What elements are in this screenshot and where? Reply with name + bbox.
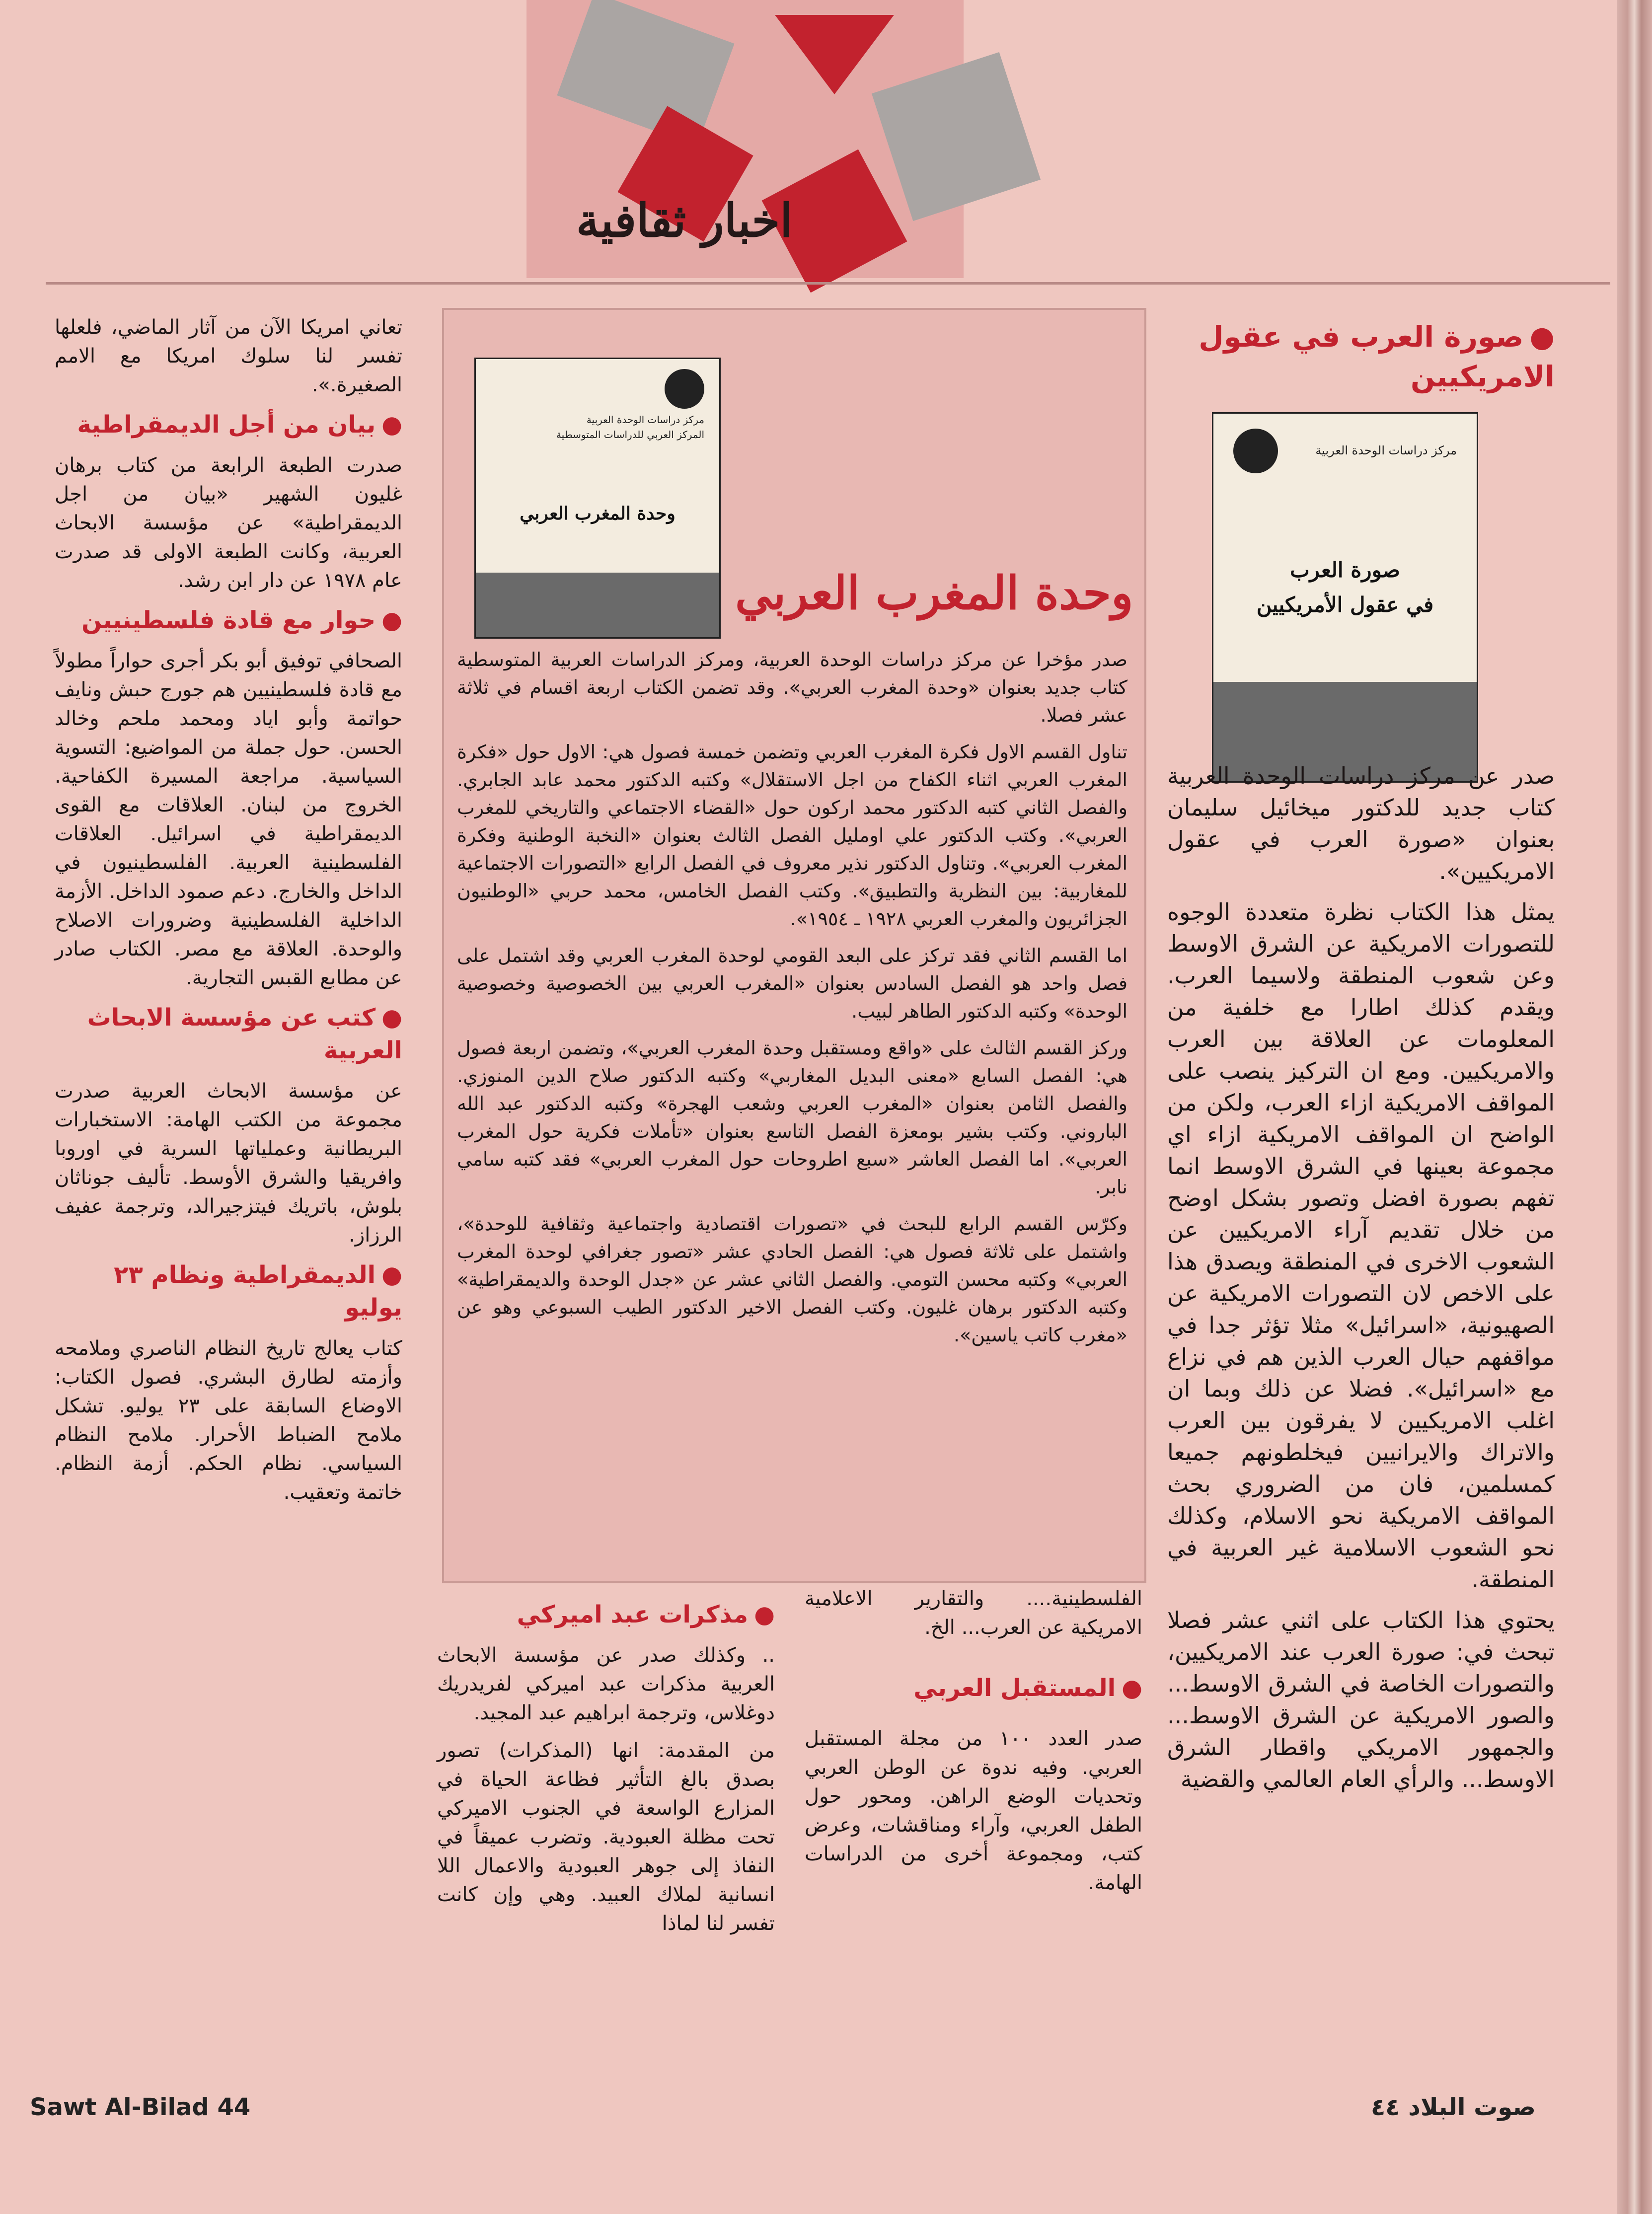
bullet-icon: ● — [381, 1004, 402, 1032]
section-heading — [55, 408, 402, 441]
heading-text: بيان من أجل الديمقراطية — [77, 411, 376, 439]
center-heading: وحدة المغرب العربي — [735, 566, 1133, 620]
bottom-center-column — [437, 1589, 775, 1947]
paragraph: من المقدمة: انها (المذكرات) تصور بصدق بالغ التأثير فظاعة الحياة في المزارع الواسعة في الجنوب الاميركي تحت مظلة العبودية. وتضرب عميقاً في النفاذ إلى جوهر العبودية والاعمال اللا انسانية لملاك العبيد. وهي وإن كانت تفسر لنا لماذا — [437, 1739, 775, 1935]
continuation-text: الفلسطينية.... والتقارير الاعلامية الامريكية عن العرب... الخ. — [805, 1587, 1142, 1639]
center-box-body — [457, 646, 1127, 1358]
publisher-logo-icon — [1233, 429, 1278, 473]
bullet-icon: ● — [381, 411, 402, 439]
header-rule — [46, 282, 1610, 285]
book-title-line1: صورة العرب — [1290, 558, 1400, 582]
bullet-icon: ● — [381, 606, 402, 634]
right-heading — [1167, 317, 1555, 396]
bullet-icon: ● — [1529, 320, 1555, 354]
page-edge — [1617, 0, 1652, 2214]
bullet-icon: ● — [1122, 1674, 1142, 1702]
right-heading-line1: صورة العرب في عقول — [1199, 320, 1524, 354]
bullet-icon: ● — [381, 1261, 402, 1289]
paragraph: كتاب يعالج تاريخ النظام الناصري وملامحه وأزمته لطارق البشري. فصول الكتاب: الاوضاع السابقة على ٢٣ يوليو. تشكل ملامح الضباط الأحرار. ملامح النظام السياسي. نظام الحكم. أزمة النظام. خاتمة وتعقيب. — [55, 1337, 403, 1504]
paragraph: يمثل هذا الكتاب نظرة متعددة الوجوه للتصورات الامريكية عن الشرق الاوسط وعن شعوب المنطقة ولاسيما العرب. ويقدم كذلك اطارا مع خلفية من المعلومات عن العلاقة بين العرب والامريكيين. ومع ان التركيز ينصب على المواقف الامريكية ازاء العرب، ولكن من الواضح ان المواقف الامريكية ازاء اي مجموعة بعينها في الشرق الاوسط انما تفهم بصورة افضل وتصور بشكل اوضح من خلال تقديم آراء الامريكيين عن الشعوب الاخرى في المنطقة ويصدق هذا على الاخص لان التصورات الامريكية عن الصهيونية، «اسرائيل» مثلا تؤثر جدا في مواقفهم حيال العرب الذين هم في نزاع مع «اسرائيل». فضلا عن ذلك وبما ان اغلب الامريكيين لا يفرقون بين العرب والاتراك والايرانيين فيخلطونهم جميعا كمسلمين، فان من الضروري بحث المواقف الامريكية نحو الاسلام، وكذلك نحو الشعوب الاسلامية غير العربية في المنطقة. — [1167, 898, 1555, 1593]
paragraph: عن مؤسسة الابحاث العربية صدرت مجموعة من الكتب الهامة: الاستخبارات البريطانية وعملياتها السرية في اوروبا وافريقيا والشرق الأوسط. تأليف جوناثان بلوش، باتريك فيتزجيرالد، وترجمة عفيف الرزاز. — [55, 1080, 402, 1247]
paragraph: صدر عن مركز دراسات الوحدة العربية كتاب جديد للدكتور ميخائيل سليمان بعنوان «صورة العرب في عقول الامريكيين». — [1167, 762, 1555, 885]
left-intro: تعاني امريكا الآن من آثار الماضي، فلعلها تفسر لنا سلوك امريكا مع الامم الصغيرة.». — [55, 316, 402, 396]
footer-right: صوت البلاد ٤٤ — [1371, 2093, 1536, 2121]
section-heading — [55, 604, 402, 637]
paragraph: اما القسم الثاني فقد تركز على البعد القومي لوحدة المغرب العربي وقد اشتمل على فصل واحد هو الفصل السادس بعنوان «المغرب العربي بين الخصوصية وخصوصية الوحدة» وكتبه الدكتور الطاهر لبيب. — [457, 945, 1127, 1022]
book-cover-arabs-image — [1212, 412, 1478, 783]
book-publisher-2: المركز العربي للدراسات المتوسطية — [556, 429, 704, 441]
right-column — [1167, 308, 1555, 406]
book-title: وحدة المغرب العربي — [520, 503, 676, 524]
left-column — [55, 313, 402, 1516]
section-heading — [805, 1672, 1142, 1704]
book-publisher: مركز دراسات الوحدة العربية — [1315, 443, 1457, 457]
section-heading — [437, 1598, 775, 1631]
red-triangle-top — [775, 15, 894, 94]
book-title-line2: في عقول الأمريكيين — [1256, 592, 1434, 617]
heading-text: كتب عن مؤسسة الابحاث العربية — [87, 1004, 402, 1064]
bottom-middle-column — [805, 1584, 1142, 1906]
right-column-body — [1167, 760, 1555, 1804]
heading-text: الديمقراطية ونظام ٢٣ يوليو — [114, 1261, 402, 1322]
section-title: اخبار ثقافية — [576, 194, 793, 247]
paragraph: صدر مؤخرا عن مركز دراسات الوحدة العربية، ومركز الدراسات العربية المتوسطية كتاب جديد بعنوان «وحدة المغرب العربي». وقد تضمن الكتاب اربعة اقسام في ثلاثة عشر فصلا. — [457, 649, 1127, 726]
publisher-logo-icon — [665, 369, 704, 409]
heading-text: حوار مع قادة فلسطينيين — [81, 606, 376, 634]
right-heading-line2: الامريكيين — [1410, 360, 1555, 393]
book-stripe — [476, 573, 719, 637]
section-heading — [55, 1258, 402, 1324]
paragraph: صدرت الطبعة الرابعة من كتاب برهان غليون الشهير «بيان من اجل الديمقراطية» عن مؤسسة الابحاث العربية، وكانت الطبعة الاولى قد صدرت عام ١٩٧٨ عن دار ابن رشد. — [55, 454, 402, 592]
paragraph: وركز القسم الثالث على «واقع ومستقبل وحدة المغرب العربي»، وتضمن اربعة فصول هي: الفصل السابع «معنى البديل المغاربي» وكتبه الدكتور صلاح الدين المنوزي. والفصل الثامن بعنوان «المغرب العربي وشعب الهجرة» وكتبه الدكتور عبد الله الباروني. وكتب بشير بومعزة الفصل التاسع بعنوان «تأملات فكرية حول المغرب العربي». اما الفصل العاشر «سبع اطروحات حول المغرب العربي» فقد كتبه سامي نابر. — [457, 1037, 1127, 1198]
section-heading — [55, 1001, 402, 1067]
footer-left: Sawt Al-Bilad 44 — [30, 2093, 251, 2121]
paragraph: .. وكذلك صدر عن مؤسسة الابحاث العربية مذكرات عبد اميركي لفريدريك دوغلاس، وترجمة ابراهيم عبد المجيد. — [437, 1644, 775, 1724]
book-cover-maghreb-image — [474, 358, 721, 639]
paragraph: يحتوي هذا الكتاب على اثني عشر فصلا تبحث في: صورة العرب عند الامريكيين، والتصورات الخاصة في الشرق الاوسط... والصور الامريكية عن الشرق الاوسط... والجمهور الامريكي واقطار الشرق الاوسط... والرأي العام العالمي والقضية — [1167, 1607, 1555, 1792]
paragraph: صدر العدد ١٠٠ من مجلة المستقبل العربي. وفيه ندوة عن الوطن العربي وتحديات الوضع الراهن. ومحور حول الطفل العربي، وآراء ومناقشات، وعرض كتب، ومجموعة أخرى من الدراسات الهامة. — [805, 1727, 1142, 1894]
paragraph: وكرّس القسم الرابع للبحث في «تصورات اقتصادية واجتماعية وثقافية للوحدة»، واشتمل على ثلاثة فصول هي: الفصل الحادي عشر «تصور جغرافي لوحدة المغرب العربي» وكتبه محسن التومي. والفصل الثاني عشر عن «جدل الوحدة والديمقراطية» وكتبه الدكتور برهان غليون. وكتب الفصل الاخير الدكتور الطيب السبوعي وهو عن «مغرب كاتب ياسين». — [457, 1213, 1127, 1346]
paragraph: تناول القسم الاول فكرة المغرب العربي وتضمن خمسة فصول هي: الاول حول «فكرة المغرب العربي اثناء الكفاح من اجل الاستقلال» وكتبه الدكتور محمد عابد الجابري. والفصل الثاني كتبه الدكتور محمد اركون حول «القضاء الاجتماعي والتاريخي للمغرب العربي». وكتب الدكتور علي اومليل الفصل الثالث بعنوان «النخبة الوطنية وفكرة المغرب العربي». وتناول الدكتور نذير معروف في الفصل الرابع «التصورات الاجتماعية للمغاربية: بين النظرية والتطبيق». وكتب الفصل الخامس، محمد حربي «الوطنيون الجزائريون والمغرب العربي ١٩٢٨ ـ ١٩٥٤». — [457, 741, 1127, 930]
heading-text: مذكرات عبد اميركي — [517, 1601, 749, 1628]
heading-text: المستقبل العربي — [913, 1674, 1116, 1702]
book-publisher-1: مركز دراسات الوحدة العربية — [586, 414, 704, 426]
paragraph: الصحافي توفيق أبو بكر أجرى حواراً مطولاً مع قادة فلسطينيين هم جورج حبش ونايف حواتمة وأبو اياد ومحمد ملحم وخالد الحسن. حول جملة من المواضيع: التسوية السياسية. مراجعة المسيرة الكفاحية. الخروج من لبنان. العلاقات مع القوى الديمقراطية في اسرائيل. العلاقات الفلسطينية العربية. الفلسطينيون في الداخل والخارج. دعم صمود الداخل. الأزمة الداخلية الفلسطينية وضرورات الاصلاح والوحدة. العلاقة مع مصر. الكتاب صادر عن مطابع القبس التجارية. — [55, 650, 402, 989]
bullet-icon: ● — [754, 1601, 775, 1628]
